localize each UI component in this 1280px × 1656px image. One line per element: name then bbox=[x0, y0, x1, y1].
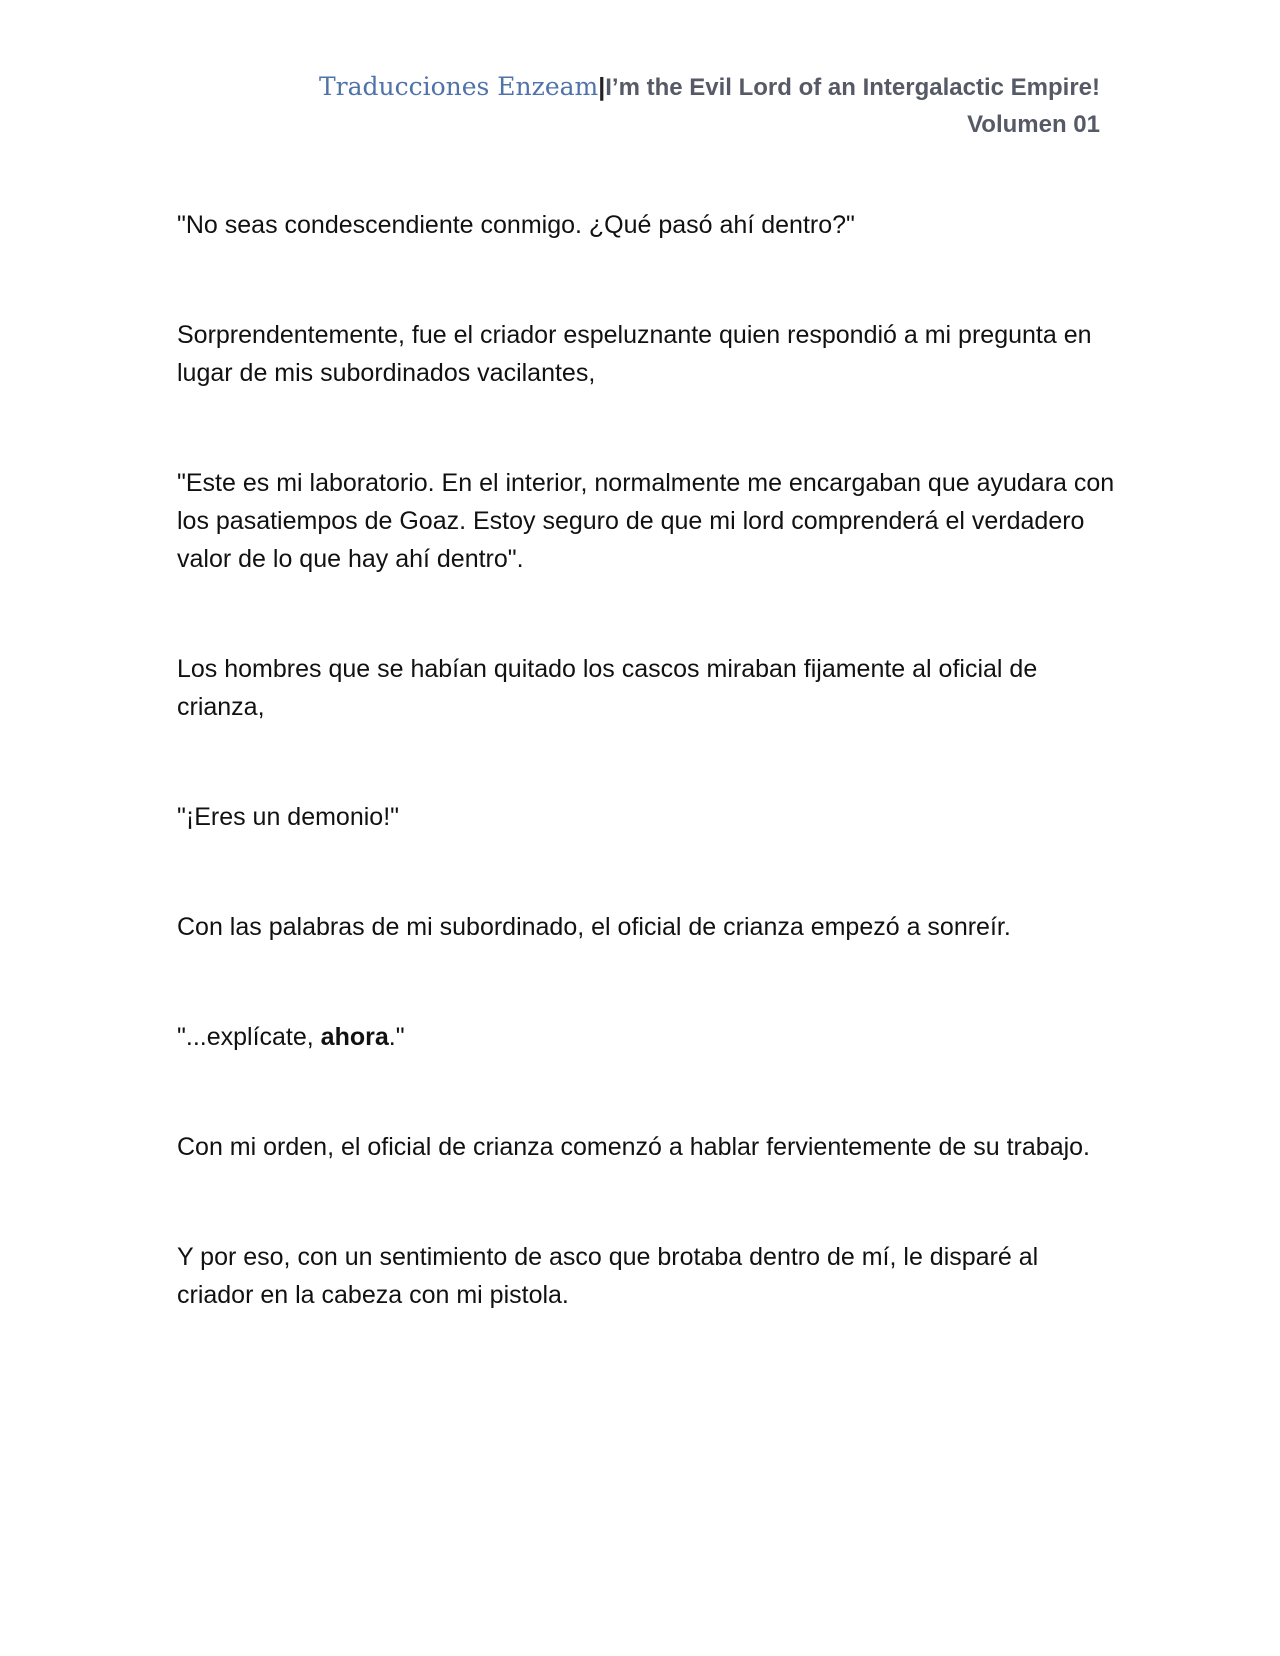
command-text-bold: ahora bbox=[320, 1023, 389, 1051]
series-title: I’m the Evil Lord of an Intergalactic Empire! bbox=[605, 74, 1100, 101]
paragraph: Sorprendentemente, fue el criador espeluznante quien respondió a mi pregunta en lugar de mis subordinados vacilantes, bbox=[177, 321, 1092, 387]
command-text-before: "...explícate, bbox=[177, 1023, 321, 1051]
paragraph: Con las palabras de mi subordinado, el oficial de crianza empezó a sonreír. bbox=[177, 913, 1011, 941]
paragraph: "Este es mi laboratorio. En el interior, normalmente me encargaban que ayudara con los pasatiempos de Goaz. Estoy seguro de que mi lord comprenderá el verdadero valor de lo que hay ahí dentro". bbox=[177, 469, 1115, 573]
paragraph: Con mi orden, el oficial de crianza comenzó a hablar fervientemente de su trabajo. bbox=[177, 1133, 1091, 1161]
paragraph: Y por eso, con un sentimiento de asco que brotaba dentro de mí, le disparé al criador en la cabeza con mi pistola. bbox=[177, 1243, 1039, 1309]
command-text-after: ." bbox=[388, 1023, 405, 1051]
paragraph: "No seas condescendiente conmigo. ¿Qué pasó ahí dentro?" bbox=[177, 211, 855, 239]
page-header bbox=[319, 70, 1100, 142]
paragraph: Los hombres que se habían quitado los cascos miraban fijamente al oficial de crianza, bbox=[177, 655, 1038, 721]
document-body bbox=[177, 206, 1117, 1386]
command-paragraph bbox=[177, 1018, 1117, 1056]
translator-name: Traducciones Enzeam bbox=[318, 72, 599, 101]
header-separator: | bbox=[598, 73, 606, 101]
paragraph: "¡Eres un demonio!" bbox=[177, 803, 400, 831]
volume-label: Volumen 01 bbox=[967, 111, 1100, 138]
header-line bbox=[319, 70, 1100, 108]
